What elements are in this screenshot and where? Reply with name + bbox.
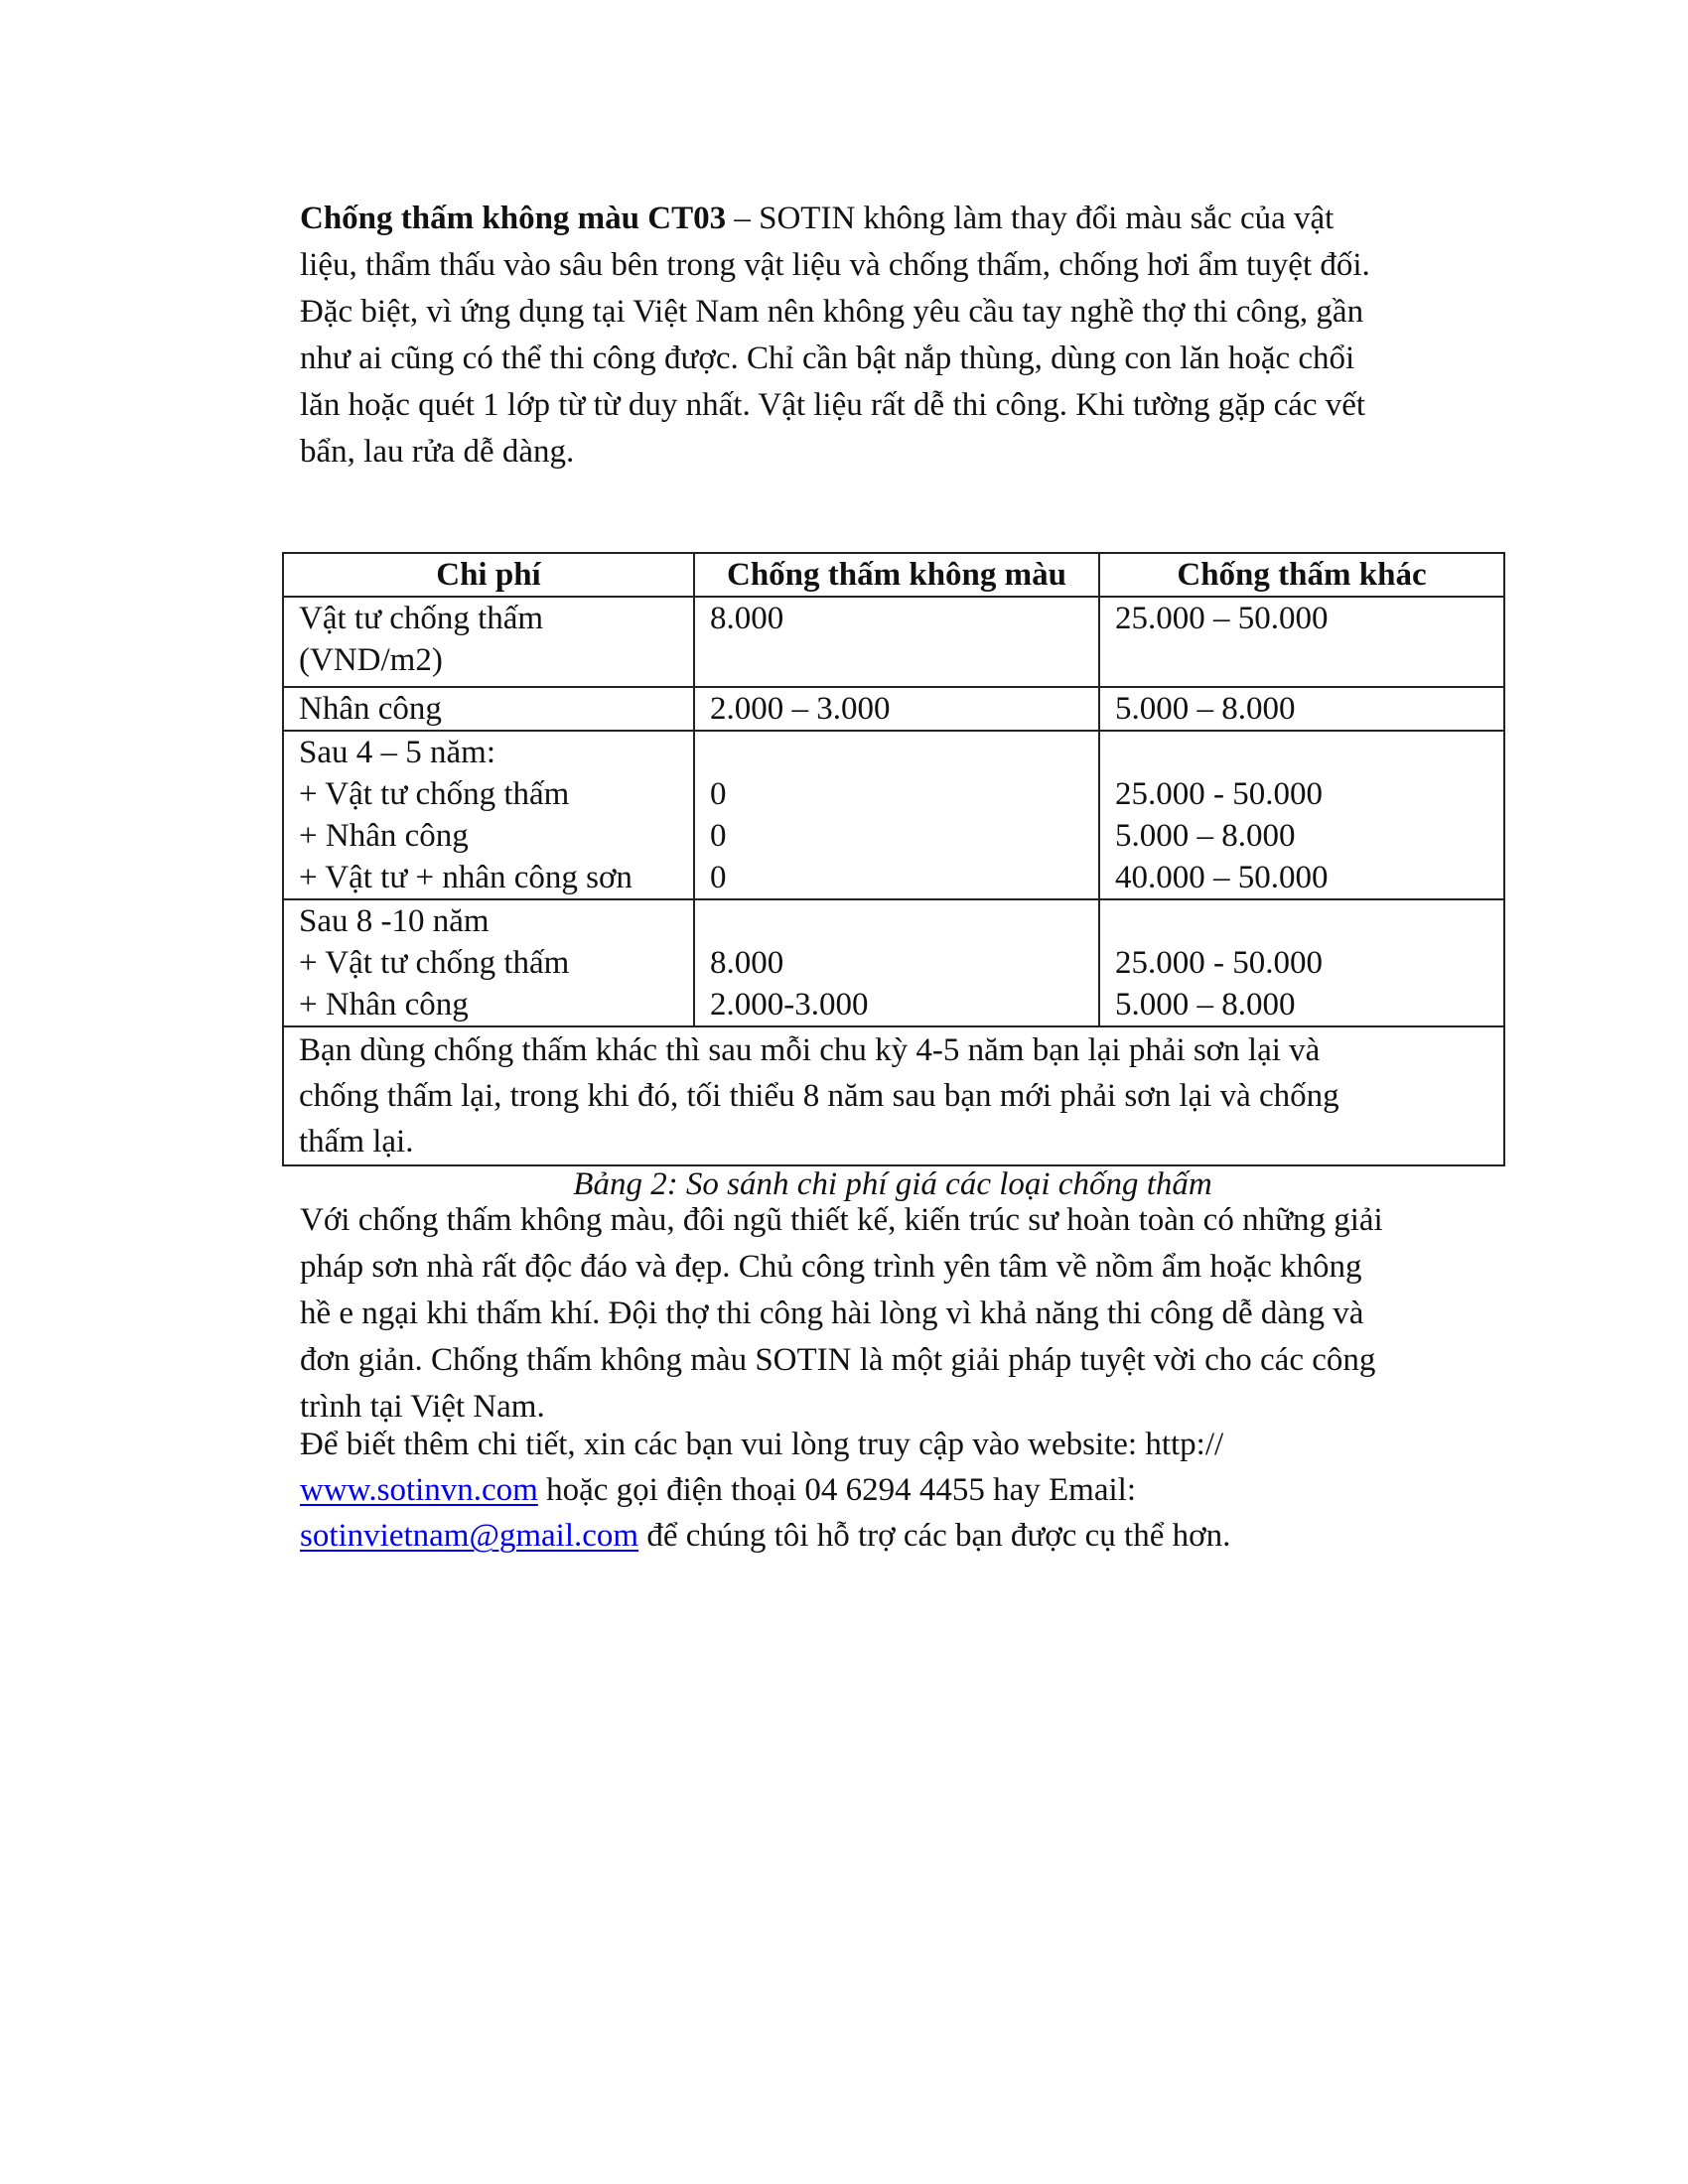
- row-label: + Vật tư chống thấm: [299, 776, 570, 812]
- website-link[interactable]: www.sotinvn.com: [300, 1472, 538, 1508]
- product-title: Chống thấm không màu CT03: [300, 201, 727, 236]
- cost-comparison-table: [282, 552, 1505, 1166]
- intro-line-1-rest: – SOTIN không làm thay đổi màu sắc của vật: [726, 201, 1335, 236]
- colorless-cell: [694, 731, 1099, 899]
- table-note-cell: [283, 1026, 1504, 1165]
- summary-line: pháp sơn nhà rất độc đáo và đẹp. Chủ công trình yên tâm về nồm ẩm hoặc không: [300, 1249, 1362, 1285]
- intro-line-3: Đặc biệt, vì ứng dụng tại Việt Nam nên không yêu cầu tay nghề thợ thi công, gần: [300, 294, 1364, 330]
- colorless-cell: [694, 597, 1099, 687]
- intro-line-6: bẩn, lau rửa dễ dàng.: [300, 434, 575, 470]
- intro-line-5: lăn hoặc quét 1 lớp từ từ duy nhất. Vật liệu rất dễ thi công. Khi tường gặp các vết: [300, 387, 1366, 423]
- row-label-cell: [283, 687, 694, 731]
- contact-line-2: [300, 1467, 1230, 1513]
- row-label-cell: [283, 899, 694, 1026]
- table-note-line: chống thấm lại, trong khi đó, tối thiểu 8 năm sau bạn mới phải sơn lại và chống: [299, 1078, 1339, 1114]
- row-label: + Nhân công: [299, 987, 469, 1023]
- summary-paragraph: [300, 1197, 1383, 1431]
- summary-line: hề e ngại khi thấm khí. Đội thợ thi công hài lòng vì khả năng thi công dễ dàng và: [300, 1296, 1364, 1331]
- row-label: (VND/m2): [299, 642, 443, 678]
- other-cell: [1099, 687, 1504, 731]
- contact-line-1: Để biết thêm chi tiết, xin các bạn vui lòng truy cập vào website: http://: [300, 1427, 1224, 1462]
- row-label: + Vật tư + nhân công sơn: [299, 860, 633, 895]
- header-cost: Chi phí: [283, 553, 694, 597]
- other-cell: [1099, 899, 1504, 1026]
- cell-value: 2.000-3.000: [710, 987, 869, 1023]
- row-label: Sau 8 -10 năm: [299, 903, 490, 939]
- cell-value: 40.000 – 50.000: [1115, 860, 1329, 895]
- cell-value: 5.000 – 8.000: [1115, 691, 1296, 727]
- cell-value: 25.000 - 50.000: [1115, 776, 1323, 812]
- cell-value: 8.000: [710, 601, 784, 636]
- table-row: [283, 731, 1504, 899]
- intro-paragraph: [300, 196, 1370, 476]
- cell-value: [710, 732, 1088, 773]
- cell-value: [1115, 732, 1493, 773]
- header-other: Chống thấm khác: [1099, 553, 1504, 597]
- contact-phone-text: hoặc gọi điện thoại 04 6294 4455 hay Email:: [537, 1472, 1136, 1508]
- cell-value: 0: [710, 776, 727, 812]
- summary-line: Với chống thấm không màu, đôi ngũ thiết kế, kiến trúc sư hoàn toàn có những giải: [300, 1202, 1383, 1238]
- summary-line: trình tại Việt Nam.: [300, 1389, 545, 1425]
- cell-value: 8.000: [710, 945, 784, 981]
- cell-value: [710, 900, 1088, 942]
- table-row: [283, 899, 1504, 1026]
- cell-value: 2.000 – 3.000: [710, 691, 891, 727]
- colorless-cell: [694, 687, 1099, 731]
- table-caption: Bảng 2: So sánh chi phí giá các loại chống thấm: [573, 1166, 1212, 1202]
- table-note-line: Bạn dùng chống thấm khác thì sau mỗi chu kỳ 4-5 năm bạn lại phải sơn lại và: [299, 1032, 1321, 1068]
- cell-value: 0: [710, 818, 727, 854]
- contact-paragraph: [300, 1422, 1230, 1559]
- cell-value: 5.000 – 8.000: [1115, 987, 1296, 1023]
- summary-line: đơn giản. Chống thấm không màu SOTIN là một giải pháp tuyệt vời cho các công: [300, 1342, 1376, 1378]
- colorless-cell: [694, 899, 1099, 1026]
- intro-line-4: như ai cũng có thể thi công được. Chỉ cần bật nắp thùng, dùng con lăn hoặc chổi: [300, 341, 1355, 376]
- contact-closing-text: để chúng tôi hỗ trợ các bạn được cụ thể hơn.: [638, 1518, 1231, 1554]
- table-row: [283, 687, 1504, 731]
- row-label: + Vật tư chống thấm: [299, 945, 570, 981]
- row-label: Nhân công: [299, 691, 442, 727]
- row-label: Vật tư chống thấm: [299, 601, 544, 636]
- email-link[interactable]: sotinvietnam@gmail.com: [300, 1518, 639, 1554]
- other-cell: [1099, 731, 1504, 899]
- cell-value: [1115, 900, 1493, 942]
- row-label: + Nhân công: [299, 818, 469, 854]
- table-header-row: [283, 553, 1504, 597]
- header-colorless: Chống thấm không màu: [694, 553, 1099, 597]
- other-cell: [1099, 597, 1504, 687]
- table-note-row: [283, 1026, 1504, 1165]
- table-note-line: thấm lại.: [299, 1124, 414, 1160]
- intro-line-1: [300, 196, 1370, 242]
- row-label-cell: [283, 731, 694, 899]
- row-label: Sau 4 – 5 năm:: [299, 735, 495, 770]
- intro-line-2: liệu, thẩm thấu vào sâu bên trong vật liệu và chống thấm, chống hơi ẩm tuyệt đối.: [300, 247, 1370, 283]
- cell-value: 5.000 – 8.000: [1115, 818, 1296, 854]
- row-label-cell: [283, 597, 694, 687]
- cell-value: 25.000 - 50.000: [1115, 945, 1323, 981]
- cell-value: 25.000 – 50.000: [1115, 601, 1329, 636]
- contact-line-3: [300, 1513, 1230, 1559]
- cell-value: 0: [710, 860, 727, 895]
- table-row: [283, 597, 1504, 687]
